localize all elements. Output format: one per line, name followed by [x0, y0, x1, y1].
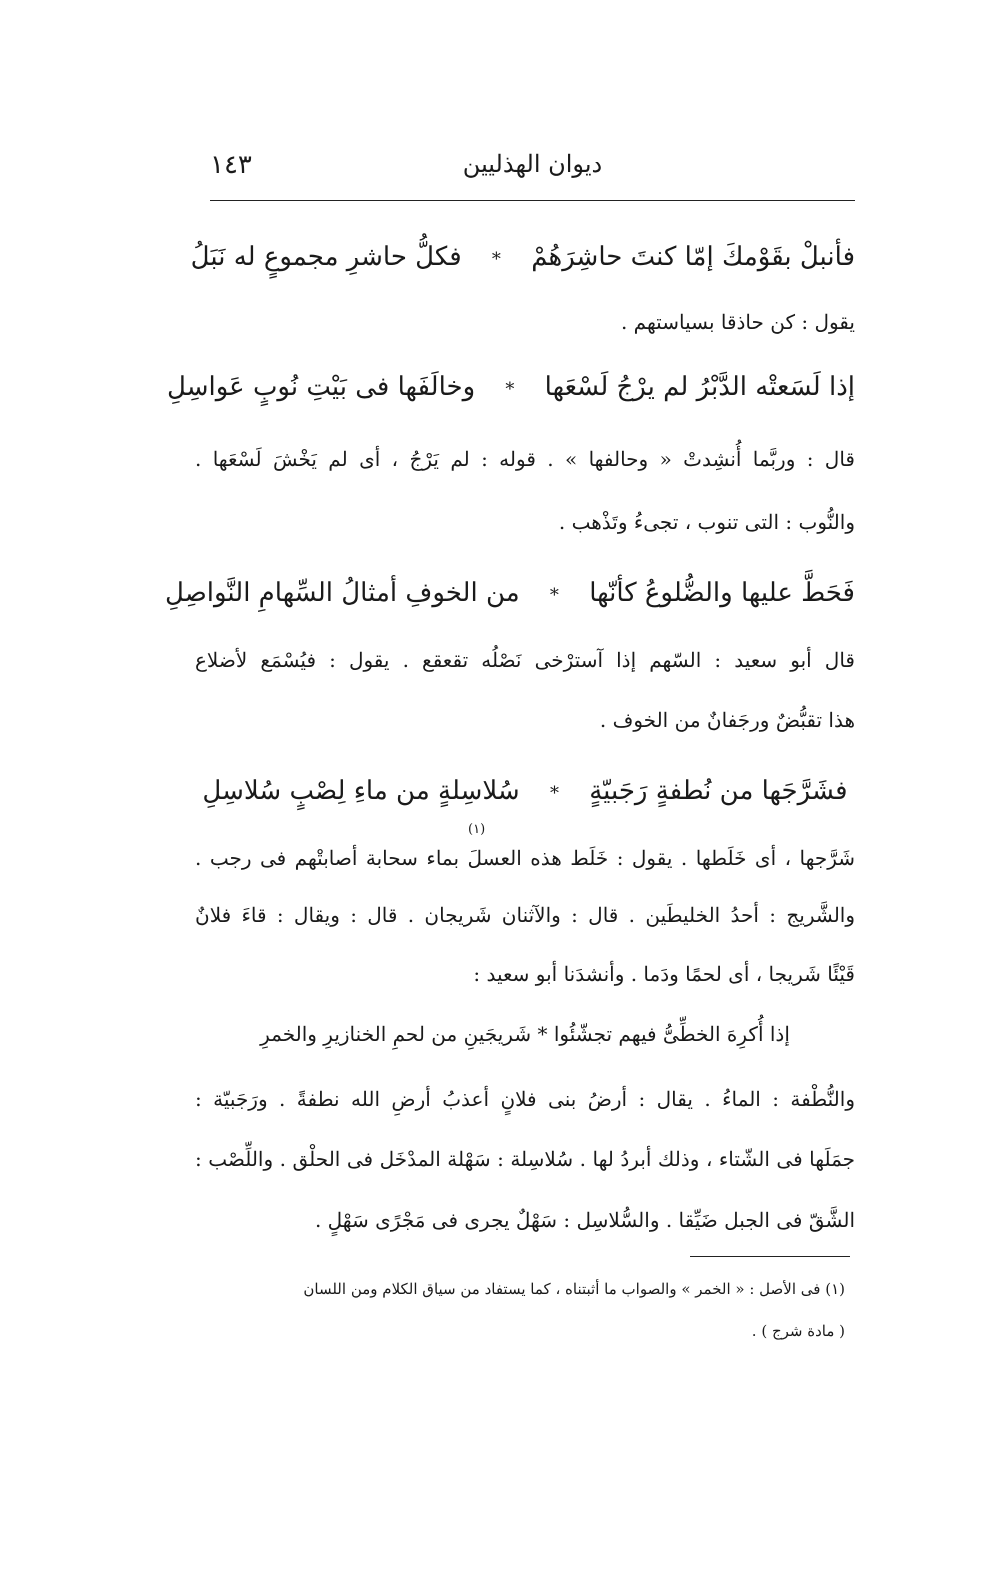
footnote-1-line-2: ( مادة شرج ) .: [751, 1322, 845, 1340]
verse-separator: *: [549, 585, 559, 606]
verse-2-second-hemistich: وخالَفَها فى بَيْتِ نُوبٍ عَواسِلِ: [167, 372, 476, 402]
verse-3-first-hemistich: فَحَطَّ عليها والضُّلوعُ كأنّها: [589, 578, 855, 608]
commentary-4-line-1: شَرَّجها ، أى خَلَطها . يقول : خَلَط هذه العسلَ بماء سحابة أصابتْهم فى رجب .: [195, 846, 855, 870]
verse-1-second-hemistich: فكلُّ حاشرِ مجموعٍ له نَبَلُ: [190, 242, 462, 272]
commentary-3-line-2: هذا تقبُّضٌ ورجَفانٌ من الخوف .: [599, 708, 855, 732]
commentary-2-line-2: والنُّوب : التى تنوب ، تجىءُ وتَذْهب .: [558, 510, 855, 534]
footnote-1-line-1: (١) فى الأصل : « الخمر » والصواب ما أثبتناه ، كما يستفاد من سياق الكلام ومن اللسان: [303, 1280, 845, 1298]
page-header: [210, 150, 855, 190]
quoted-verse: [195, 1022, 855, 1046]
commentary-3-line-1: قال أبو سعيد : السّهم إذا آسترْخى نَصْلُه تقعقع . يقول : فيُسْمَع لأضلاع: [195, 648, 855, 672]
page-number: ١٤٣: [210, 150, 252, 180]
commentary-2-line-1: قال : وربَّما أُنشِدتْ « وحالفها » . قوله : لم يَرْجُ ، أى لم يَخْشَ لَسْعَها .: [195, 447, 855, 471]
commentary-5-line-1: والنُّطْفة : الماءُ . يقال : أرضُ بنى فلانٍ أعذبُ أرضِ الله نطفةً . ورَجَبيّة :: [195, 1087, 855, 1111]
verse-4-second-hemistich: سُلاسِلةٍ من ماءِ لِصْبٍ سُلاسِلِ: [202, 776, 520, 806]
footnote-rule: [690, 1256, 850, 1257]
verse-separator: *: [537, 1022, 548, 1046]
commentary-4-line-3: قَيْئًا شَريجا ، أى لحمًا ودَما . وأنشدَنا أبو سعيد :: [473, 962, 855, 986]
verse-1-first-hemistich: فأنبلْ بقَوْمكَ إمّا كنتَ حاشِرَهُمْ: [531, 242, 855, 272]
verse-4: [195, 776, 855, 806]
verse-3-second-hemistich: من الخوفِ أمثالُ السِّهامِ النَّواصِلِ: [165, 578, 520, 608]
quoted-verse-first-hemistich: إذا أُكرِهَ الخطِّىُّ فيهم تجشّئُوا: [553, 1022, 790, 1046]
commentary-1: يقول : كن حاذقا بسياستهم .: [620, 310, 855, 334]
header-rule: [210, 200, 855, 201]
commentary-5-line-2: جمَلَها فى الشّتاء ، وذلك أبردُ لها . سُلاسِلة : سَهْلة المدْخَل فى الحلْق . واللِّصْب :: [195, 1147, 855, 1171]
commentary-5-line-3: الشَّقّ فى الجبل ضَيِّقا . والسُّلاسِل : سَهْلٌ يجرى فى مَجْرًى سَهْلٍ .: [314, 1208, 855, 1232]
running-title: ديوان الهذليين: [462, 150, 603, 178]
verse-separator: *: [505, 379, 515, 400]
footnote-marker: (١): [468, 822, 486, 837]
verse-4-first-hemistich: فشَرَّجَها من نُطفةٍ رَجَبيّةٍ: [589, 776, 848, 806]
verse-2: [167, 372, 855, 402]
quoted-verse-second-hemistich: شَريجَينِ من لحمِ الخنازيرِ والخمرِ: [260, 1022, 532, 1046]
verse-separator: *: [549, 783, 559, 804]
verse-3: [165, 578, 855, 608]
commentary-4-line-2: والشَّريج : أحدُ الخليطَين . قال : والآثنان شَريجان . قال : ويقال : قاءَ فلانٌ: [195, 903, 855, 927]
verse-1: [190, 242, 855, 272]
verse-2-first-hemistich: إذا لَسَعتْه الدَّبْرُ لم يرْجُ لَسْعَها: [544, 372, 855, 402]
verse-separator: *: [491, 249, 501, 270]
